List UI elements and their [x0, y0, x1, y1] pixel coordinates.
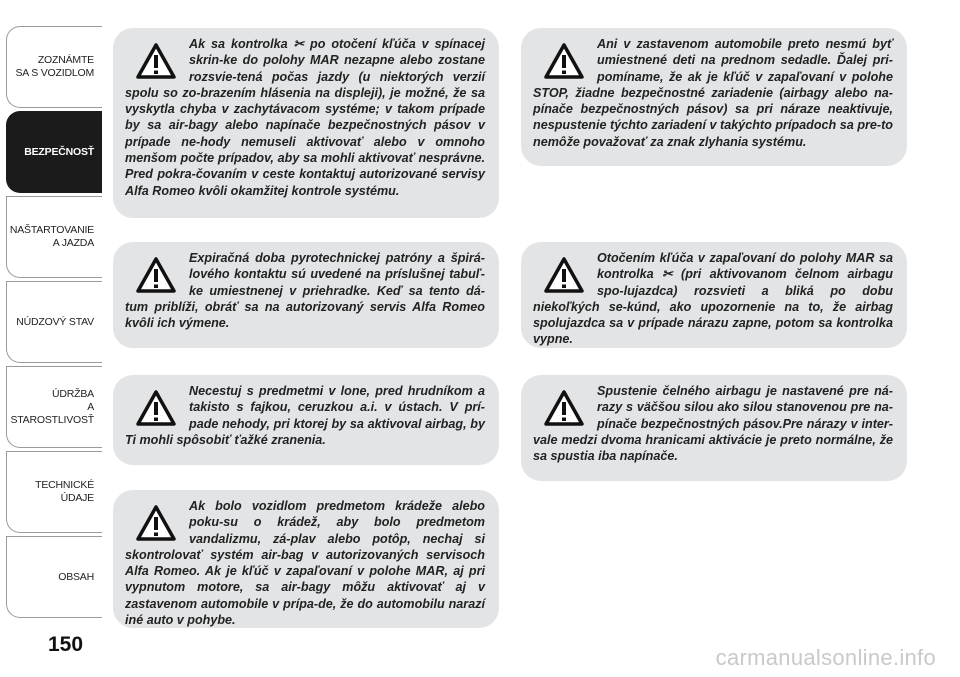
watermark: carmanualsonline.info — [715, 645, 936, 670]
warning-triangle-icon — [135, 387, 177, 429]
warning-text: Necestuj s predmetmi v lone, pred hrudníkom a takisto s fajkou, ceruzkou a.i. v ústach. V prí-pade nehody, pri ktorej by sa aktivoval airbag, by Ti mohli spôsobiť ťažké zranenia. — [125, 384, 485, 447]
warning-triangle-icon — [543, 40, 585, 82]
warning-box — [113, 242, 499, 348]
warning-box — [113, 490, 499, 628]
tab-udrzba[interactable] — [6, 366, 102, 448]
warning-box — [521, 28, 907, 166]
warning-text: Ak sa kontrolka ✂ po otočení kľúča v spínacej skrin-ke do polohy MAR nezapne alebo zostane rozsvie-tená počas jazdy (u niektorých verzií spolu so zo-brazením hlásenia na displeji), je možné, že sa vyskytla chyba v zachytávacom systéme; v takom prípade by sa air-bagy alebo napínače bezpečnostných pásov v prípade ne-hody nemuseli aktivovať alebo v omnoho menšom počte prípadov, aby sa mohli aktivovať nesprávne. Pred pokra-čovaním v ceste kontaktuj autorizované servisy Alfa Romeo kvôli okamžitej kontrole systému. — [125, 37, 485, 198]
warning-text: Ani v zastavenom automobile preto nesmú byť umiestnené deti na prednom sedadle. Ďalej pri-pomíname, že ak je kľúč v zapaľovaní v polohe STOP, žiadne bezpečnostné zariadenie (airbagy alebo na-pínače bezpečnostných pásov) sa pri náraze neaktivuje, nespustenie týchto zariadení v takýchto prípadoch sa pre-to nemôže považovať za znak zlyhania systému. — [533, 37, 893, 149]
tab-label: TECHNICKÉ ÚDAJE — [35, 479, 94, 504]
warning-text: Ak bolo vozidlom predmetom krádeže alebo poku-su o krádež, aby bolo predmetom vandalizmu, zá-plav alebo potôp, nechaj si skontrolovať systém air-bag v autorizovaných servisoch Alfa Romeo. Ak je kľúč v zapaľovaní v polohe MAR, aj pri vypnutom motore, sa air-bagy môžu aktivovať aj v zastavenom automobile v prípa-de, že do automobilu narazí iné auto v pohybe. — [125, 499, 485, 628]
tab-label: NAŠTARTOVANIE A JAZDA — [9, 224, 94, 249]
tab-label: ZOZNÁMTE SA S VOZIDLOM — [15, 54, 94, 79]
warning-box — [113, 28, 499, 218]
warning-box — [113, 375, 499, 465]
warning-text: Expiračná doba pyrotechnickej patróny a špirá-lového kontaktu sú uvedené na príslušnej tabuľ-ke umiestnenej v priehradke. Keď sa tento dá-tum priblíži, obráť sa na autorizovaný servis Alfa Romeo kvôli ich výmene. — [125, 251, 485, 331]
page-number: 150 — [48, 633, 84, 656]
tab-label: BEZPEČNOSŤ — [24, 145, 94, 158]
tab-zoznamte-sa[interactable] — [6, 26, 102, 108]
warning-triangle-icon — [135, 502, 177, 544]
warning-box — [521, 242, 907, 348]
tab-nastartovanie[interactable] — [6, 196, 102, 278]
tab-obsah[interactable] — [6, 536, 102, 618]
tab-label: NÚDZOVÝ STAV — [16, 315, 94, 328]
warning-triangle-icon — [135, 40, 177, 82]
warning-text: Otočením kľúča v zapaľovaní do polohy MAR sa kontrolka ✂ (pri aktivovanom čelnom airbagu spo-lujazdca) rozsvieti a bliká po dobu niekoľkých se-kúnd, ako upozornenie na to, že airbag spolujazdca sa v prípade nárazu zapne, potom sa kontrolka vypne. — [533, 251, 893, 347]
chapter-tabs — [6, 26, 102, 621]
tab-bezpecnost[interactable] — [6, 111, 102, 193]
warning-triangle-icon — [135, 254, 177, 296]
tab-nudzovy-stav[interactable] — [6, 281, 102, 363]
tab-label: ÚDRŽBA A STAROSTLIVOSŤ — [10, 387, 94, 426]
warning-text: Spustenie čelného airbagu je nastavené pre ná-razy s väčšou silou ako silou stanovenou pre na-pínače bezpečnostných pásov.Pre nárazy v inter-vale medzi dvoma hranicami aktivácie je preto normálne, že sa spustia iba napínače. — [533, 384, 893, 464]
warning-box — [521, 375, 907, 481]
tab-label: OBSAH — [58, 570, 94, 583]
tab-technicke-udaje[interactable] — [6, 451, 102, 533]
warning-triangle-icon — [543, 254, 585, 296]
warning-triangle-icon — [543, 387, 585, 429]
